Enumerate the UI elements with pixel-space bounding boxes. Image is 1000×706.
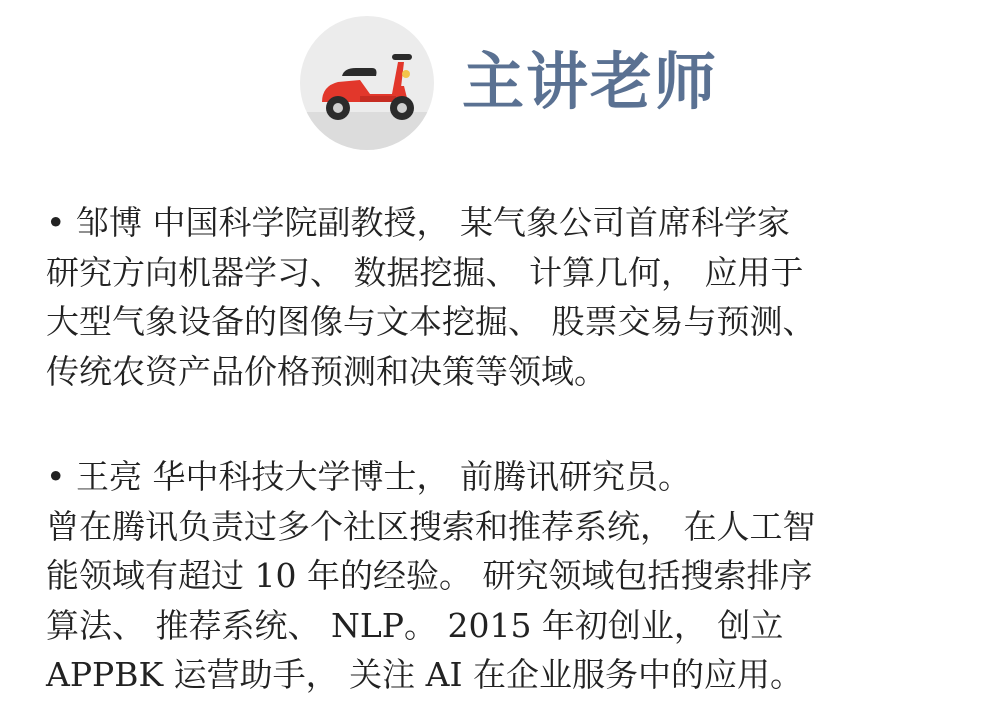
scooter-icon: [300, 16, 434, 150]
teacher-bio-wang-liang: [46, 452, 966, 700]
bio-line: 研究方向机器学习、 数据挖掘、 计算几何， 应用于: [46, 252, 804, 292]
bio-line: 大型气象设备的图像与文本挖掘、 股票交易与预测、: [46, 302, 816, 341]
bio-line-text: 王亮 华中科技大学博士， 前腾讯研究员。: [76, 457, 691, 496]
bio-line: 曾在腾讯负责过多个社区搜索和推荐系统， 在人工智: [46, 506, 816, 546]
bio-line: [46, 198, 966, 248]
bio-line: 能领域有超过 10 年的经验。 研究领域包括搜索排序: [46, 556, 813, 595]
scooter-logo: [300, 16, 434, 150]
header: [0, 0, 1000, 160]
bio-line-text: 邹博 中国科学院副教授， 某气象公司首席科学家: [76, 203, 790, 242]
bio-line: 传统农资产品价格预测和决策等领域。: [46, 351, 607, 391]
bio-line: 算法、 推荐系统、 NLP。 2015 年初创业， 创立: [46, 605, 784, 645]
bullet: •: [46, 457, 66, 496]
page-title: 主讲老师: [462, 45, 719, 118]
bio-line: APPBK 运营助手， 关注 AI 在企业服务中的应用。: [46, 655, 803, 694]
bullet: •: [46, 203, 66, 242]
teacher-bio-zou-bo: [46, 198, 966, 396]
bio-line: [46, 452, 966, 502]
